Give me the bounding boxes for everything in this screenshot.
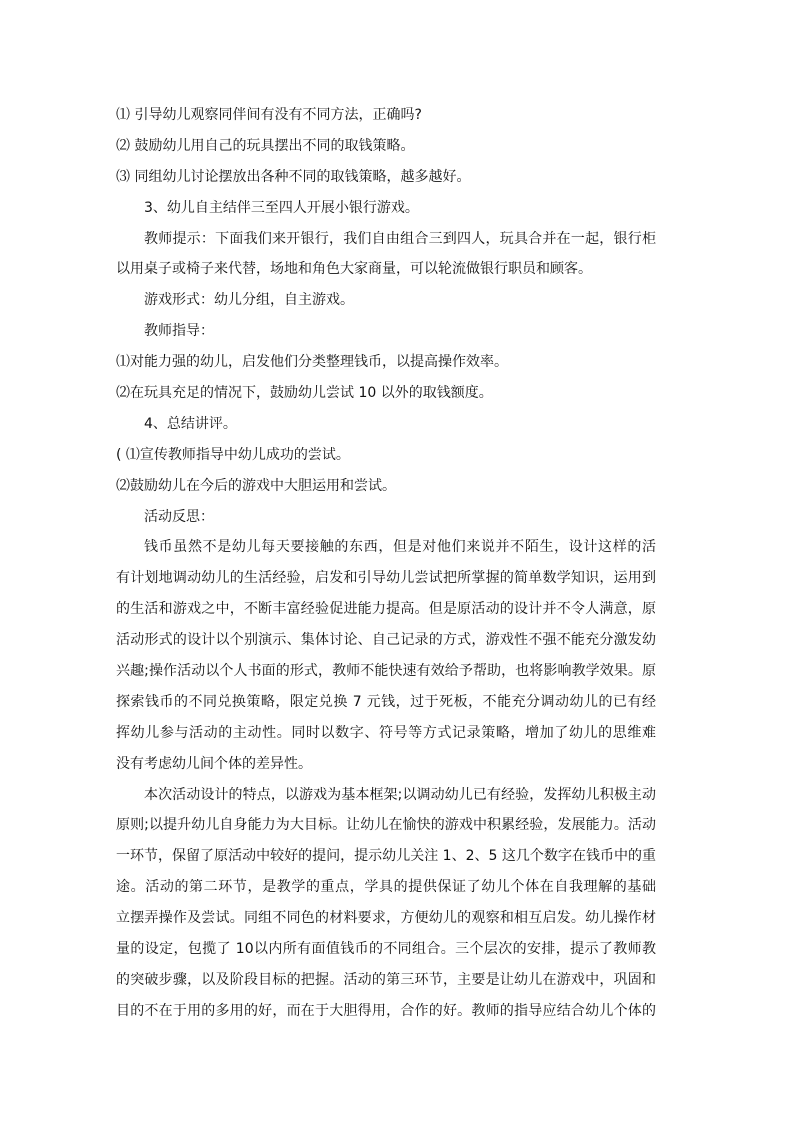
- paragraph-line: 兴趣;操作活动以个人书面的形式，教师不能快速有效给予帮助，也将影响教学效果。原: [116, 663, 656, 680]
- paragraph-line: 以用桌子或椅子来代替，场地和角色大家商量，可以轮流做银行职员和顾客。: [116, 261, 592, 278]
- paragraph-line: 原则;以提升幼儿自身能力为大目标。让幼儿在愉快的游戏中积累经验，发展能力。活动: [116, 817, 656, 834]
- paragraph-line: 的生活和游戏之中，不断丰富经验促进能力提高。但是原活动的设计并不令人满意，原: [116, 601, 656, 618]
- list-item: ( ⑴宣传教师指导中幼儿成功的尝试。: [116, 446, 350, 463]
- paragraph-line: 立摆弄操作及尝试。同组不同色的材料要求，方便幼儿的观察和相互启发。幼儿操作材: [116, 910, 656, 927]
- list-item: ⑵鼓励幼儿在今后的游戏中大胆运用和尝试。: [116, 477, 396, 494]
- paragraph-line: 游戏形式：幼儿分组，自主游戏。: [144, 292, 354, 309]
- document-body: [116, 100, 656, 1027]
- list-item: ⑵在玩具充足的情况下，鼓励幼儿尝试 10 以外的取钱额度。: [116, 385, 493, 402]
- paragraph-line: 探索钱币的不同兑换策略，限定兑换 7 元钱，过于死板，不能充分调动幼儿的已有经: [116, 693, 656, 710]
- section-heading: 4、总结讲评。: [144, 415, 237, 432]
- list-item: ⑴ 引导幼儿观察同伴间有没有不同方法，正确吗?: [116, 107, 422, 123]
- paragraph-line: 钱币虽然不是幼儿每天要接触的东西，但是对他们来说并不陌生，设计这样的活: [144, 539, 656, 556]
- section-heading: 3、幼儿自主结伴三至四人开展小银行游戏。: [144, 199, 419, 216]
- paragraph-line: 一环节，保留了原活动中较好的提问，提示幼儿关注 1、2、5 这几个数字在钱币中的重: [116, 848, 656, 865]
- paragraph-line: 本次活动设计的特点，以游戏为基本框架;以调动幼儿已有经验，发挥幼儿积极主动: [144, 786, 656, 803]
- paragraph-line: 挥幼儿参与活动的主动性。同时以数字、符号等方式记录策略，增加了幼儿的思维难: [116, 724, 656, 741]
- list-item: ⑶ 同组幼儿讨论摆放出各种不同的取钱策略，越多越好。: [116, 168, 471, 185]
- paragraph-line: 的突破步骤，以及阶段目标的把握。活动的第三环节，主要是让幼儿在游戏中，巩固和: [116, 971, 656, 988]
- paragraph-line: 教师提示：下面我们来开银行，我们自由组合三到四人，玩具合并在一起，银行柜: [144, 230, 656, 247]
- paragraph-line: 目的不在于用的多用的好，而在于大胆得用，合作的好。教师的指导应结合幼儿个体的: [116, 1002, 656, 1019]
- paragraph-line: 活动形式的设计以个别演示、集体讨论、自己记录的方式，游戏性不强不能充分激发幼: [116, 632, 656, 649]
- paragraph-line: 量的设定，包揽了 10以内所有面值钱币的不同组合。三个层次的安排，提示了教师教: [116, 941, 656, 958]
- list-item: ⑴对能力强的幼儿，启发他们分类整理钱币，以提高操作效率。: [116, 354, 508, 371]
- list-item: ⑵ 鼓励幼儿用自己的玩具摆出不同的取钱策略。: [116, 137, 415, 154]
- paragraph-line: 教师指导：: [144, 323, 214, 340]
- section-heading: 活动反思：: [144, 508, 214, 525]
- paragraph-line: 途。活动的第二环节，是教学的重点，学具的提供保证了幼儿个体在自我理解的基础: [116, 879, 656, 896]
- paragraph-line: 没有考虑幼儿间个体的差异性。: [116, 755, 312, 772]
- paragraph-line: 有计划地调动幼儿的生活经验，启发和引导幼儿尝试把所掌握的简单数学知识，运用到: [116, 570, 656, 587]
